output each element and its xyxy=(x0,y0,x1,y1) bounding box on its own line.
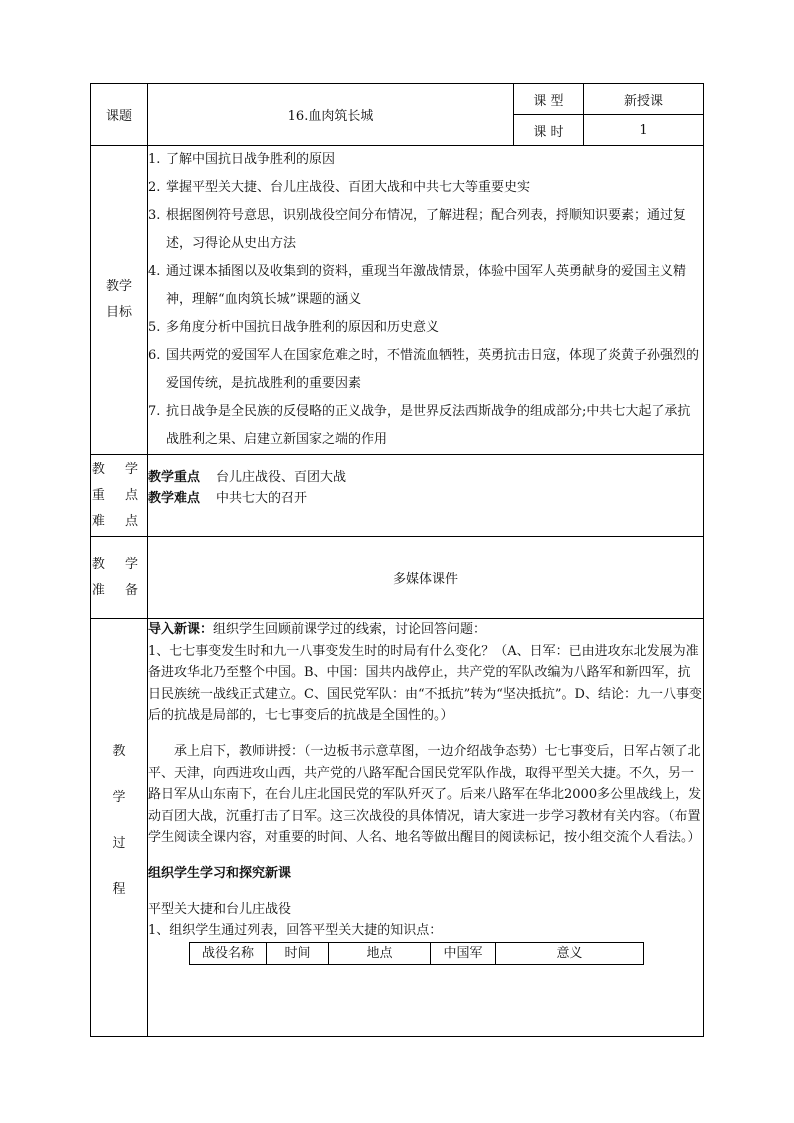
section-title: 组织学生学习和探究新课 xyxy=(148,865,292,881)
goals-label-line-2: 目标 xyxy=(105,305,132,320)
process-label-char: 程 xyxy=(112,881,126,897)
topic-label: 课题 xyxy=(91,84,148,146)
key-points-label-line-2: 重 点 xyxy=(91,487,147,503)
lesson-plan-table xyxy=(90,83,704,1037)
goals-label-line-1: 教学 xyxy=(105,279,132,294)
goal-number: 5. xyxy=(148,320,161,335)
goal-number: 2. xyxy=(148,180,161,195)
goal-text: 掌握平型关大捷、台儿庄战役、百团大战和中共七大等重要史实 xyxy=(166,180,531,195)
battle-table xyxy=(189,942,644,966)
prep-label xyxy=(91,537,148,619)
process-label-char: 教 xyxy=(112,743,126,759)
prep-content: 多媒体课件 xyxy=(148,537,704,619)
battle-table-header: 地点 xyxy=(329,942,431,965)
goals-label xyxy=(91,146,148,455)
type-label: 课 型 xyxy=(514,84,584,115)
focus-label: 教学重点 xyxy=(148,470,201,485)
prep-label-line-1: 教 学 xyxy=(91,556,147,572)
key-points-content xyxy=(148,455,704,537)
focus-line xyxy=(148,467,703,488)
goal-text: 抗日战争是全民族的反侵略的正义战争，是世界反法西斯战争的组成部分;中共七大起了承抗战胜利之果、启建立新国家之端的作用 xyxy=(166,404,691,447)
task-text: 1、组织学生通过列表，回答平型关大捷的知识点： xyxy=(148,923,443,939)
goal-item xyxy=(148,342,703,398)
goal-text: 根据图例符号意思，识别战役空间分布情况，了解进程；配合列表，捋顺知识要素；通过复述，习得论从史出方法 xyxy=(166,208,687,251)
battle-table-header: 时间 xyxy=(267,942,329,965)
battle-table-header: 意义 xyxy=(496,942,644,965)
battle-table-header: 中国军 xyxy=(431,942,496,965)
sub-title: 平型关大捷和台儿庄战役 xyxy=(148,901,292,917)
transition-paragraph: 承上启下，教师讲授：（一边板书示意草图，一边介绍战争态势）七七事变后，日军占领了北平、天津，向西进攻山西，共产党的八路军配合国民党军队作战，取得平型关大捷。不久，另一路日军从山东南下，在台儿庄北国民党的军队歼灭了。后来八路军在华北2000多公里战线上，发动百团大战，沉重打击了日军。这三次战役的具体情况，请大家进一步学习教材有关内容。（布置学生阅读全课内容，对重要的时间、人名、地名等做出醒目的阅读标记，按小组交流个人看法。） xyxy=(148,743,702,846)
goal-number: 1. xyxy=(148,152,161,167)
goal-text: 通过课本插图以及收集到的资料，重现当年激战情景，体验中国军人英勇献身的爱国主义精神，理解“血肉筑长城”课题的涵义 xyxy=(166,264,687,307)
hours-label: 课 时 xyxy=(514,115,584,146)
goal-number: 3. xyxy=(148,208,161,223)
goal-item xyxy=(148,146,703,174)
intro-text: 组织学生回顾前课学过的线索，讨论回答问题： xyxy=(213,622,487,637)
process-label-char: 过 xyxy=(112,835,126,851)
question-1: 1、七七事变发生时和九一八事变发生时的时局有什么变化？（A、日军：已由进攻东北发展为准备进攻华北乃至整个中国。B、中国：国共内战停止，共产党的军队改编为八路军和新四军，抗日民族统一战线正式建立。C、国民党军队：由“不抵抗”转为“坚决抵抗”。D、结论：九一八事变后的抗战是局部的，七七事变后的抗战是全国性的。） xyxy=(148,643,702,724)
goal-number: 4. xyxy=(148,264,161,279)
topic-title: 16.血肉筑长城 xyxy=(148,84,514,146)
intro-title: 导入新课： xyxy=(148,622,214,637)
process-label xyxy=(91,619,148,1037)
goal-text: 多角度分析中国抗日战争胜利的原因和历史意义 xyxy=(166,320,440,335)
difficulty-text: 中共七大的召开 xyxy=(216,491,308,506)
difficulty-line xyxy=(148,488,703,509)
goal-item xyxy=(148,258,703,314)
goal-text: 国共两党的爱国军人在国家危难之时，不惜流血牺牲，英勇抗击日寇，体现了炎黄子孙强烈的爱国传统，是抗战胜利的重要因素 xyxy=(166,348,700,391)
battle-table-header: 战役名称 xyxy=(190,942,267,965)
hours-value: 1 xyxy=(584,115,704,146)
goal-number: 7. xyxy=(148,404,161,419)
intro-paragraph xyxy=(148,619,703,641)
goals-list xyxy=(148,146,704,455)
goal-text: 了解中国抗日战争胜利的原因 xyxy=(166,152,336,167)
goal-number: 6. xyxy=(148,348,161,363)
prep-label-line-2: 准 备 xyxy=(91,582,147,598)
key-points-label-line-1: 教 学 xyxy=(91,461,147,477)
key-points-label xyxy=(91,455,148,537)
difficulty-label: 教学难点 xyxy=(148,491,201,506)
key-points-label-line-3: 难 点 xyxy=(91,513,147,529)
process-label-char: 学 xyxy=(112,789,126,805)
process-content xyxy=(148,619,704,1037)
goal-item xyxy=(148,398,703,454)
goal-item xyxy=(148,314,703,342)
goal-item xyxy=(148,202,703,258)
focus-text: 台儿庄战役、百团大战 xyxy=(216,470,347,485)
type-value: 新授课 xyxy=(584,84,704,115)
goal-item xyxy=(148,174,703,202)
